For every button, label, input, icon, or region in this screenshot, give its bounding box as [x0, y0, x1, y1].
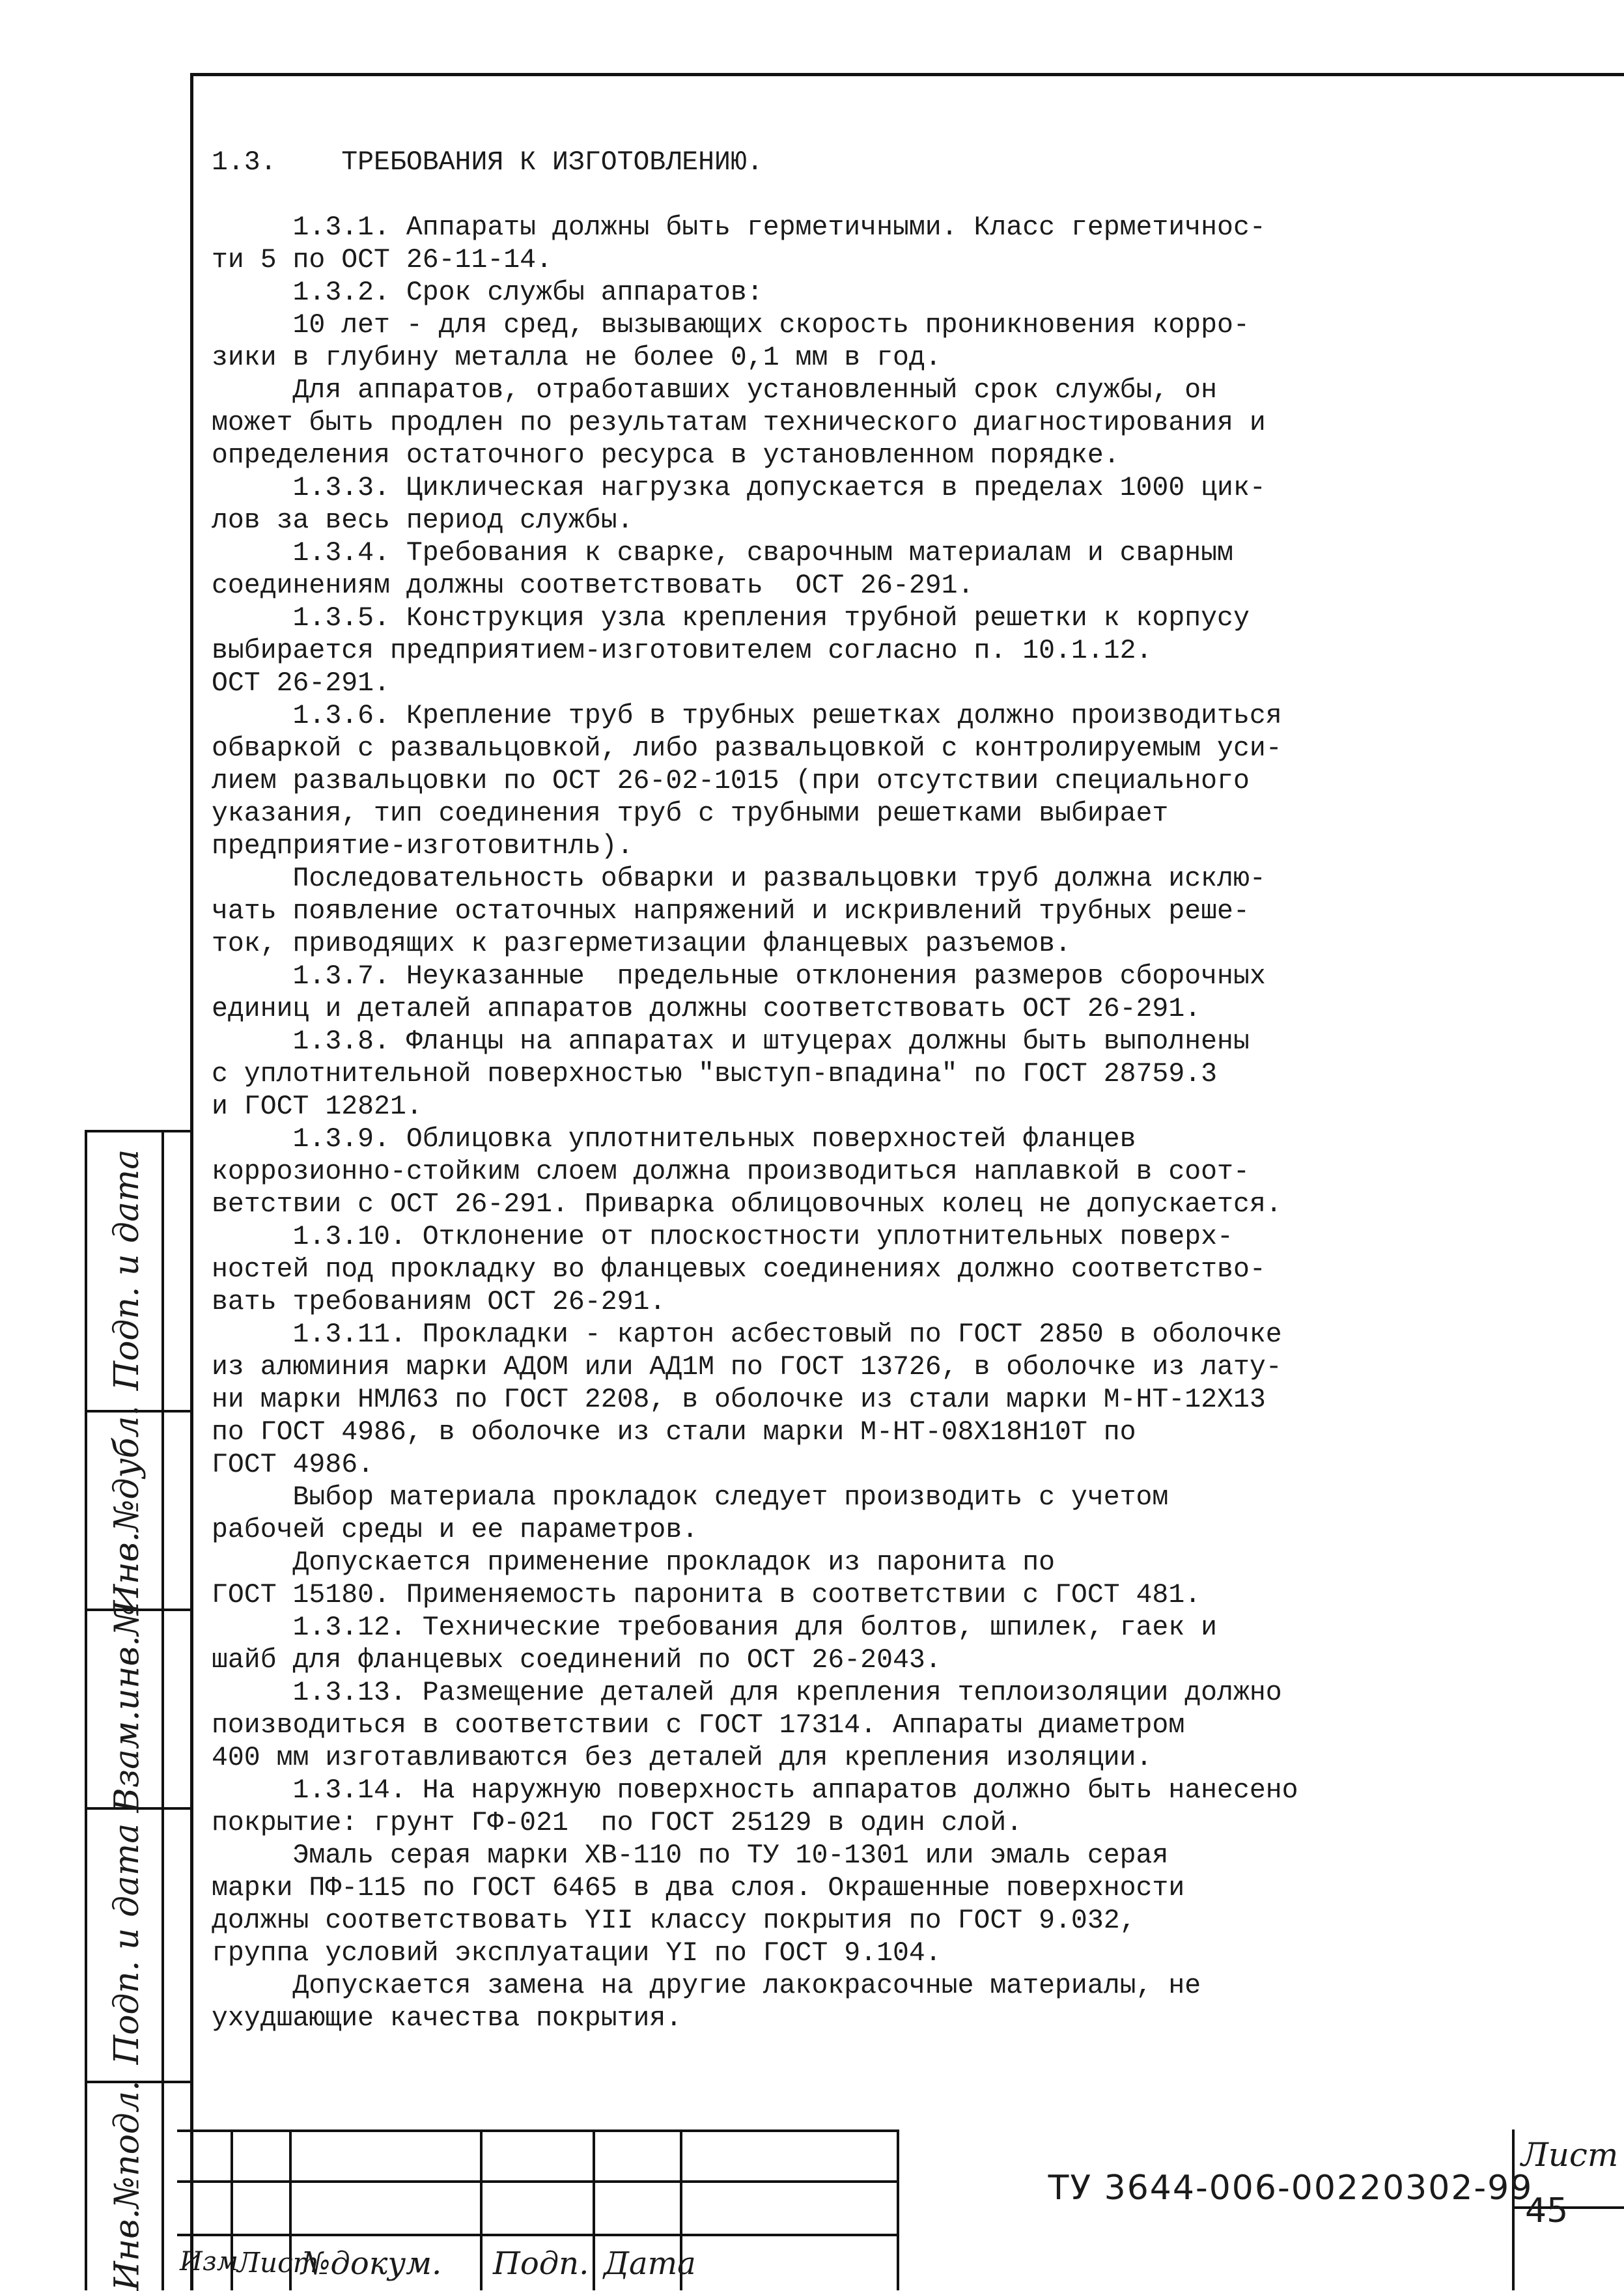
text-line: 1.3.2. Срок службы аппаратов:	[212, 277, 763, 308]
text-line: чать появление остаточных напряжений и искривлений трубных реше-	[212, 896, 1250, 927]
side-label-orig-inv: Инв.№подл.	[107, 2080, 147, 2291]
text-line: ни марки НМЛ63 по ГОСТ 2208, в оболочке из стали марки М-НТ-12Х13	[212, 1384, 1266, 1415]
text-line: ти 5 по ОСТ 26-11-14.	[212, 245, 552, 275]
text-line: должны соответствовать YII классу покрытия по ГОСТ 9.032,	[212, 1905, 1136, 1936]
text-line: ГОСТ 4986.	[212, 1450, 374, 1480]
text-line: 1.3.11. Прокладки - картон асбестовый по ГОСТ 2850 в оболочке	[212, 1319, 1282, 1350]
col-label-signature: Подп.	[493, 2245, 589, 2282]
text-line: 1.3.10. Отклонение от плоскостности уплотнительных поверх-	[212, 1222, 1233, 1252]
col-label-doc-no: №докум.	[301, 2245, 442, 2282]
text-line: из алюминия марки АДОМ или АД1М по ГОСТ 13726, в оболочке из лату-	[212, 1352, 1282, 1383]
text-line: зики в глубину металла не более 0,1 мм в год.	[212, 343, 942, 373]
text-line: по ГОСТ 4986, в оболочке из стали марки М-НТ-08Х18Н10Т по	[212, 1417, 1136, 1448]
text-line: 1.3.6. Крепление труб в трубных решетках должно производиться	[212, 701, 1282, 731]
side-stamp	[85, 1130, 193, 2290]
text-line: с уплотнительной поверхностью "выступ-впадина" по ГОСТ 28759.3	[212, 1059, 1218, 1089]
col-label-date: Дата	[604, 2245, 696, 2282]
title-block-divider	[593, 2129, 595, 2290]
text-line: Эмаль серая марки ХВ-110 по ТУ 10-1301 или эмаль серая	[212, 1840, 1169, 1871]
text-line: обваркой с развальцовкой, либо развальцовкой с контролируемым уси-	[212, 733, 1282, 764]
document-code: ТУ 3644-006-00220302-99	[1048, 2169, 1533, 2208]
text-line: 1.3.1. Аппараты должны быть герметичными. Класс герметичнос-	[212, 212, 1266, 243]
text-line: ток, приводящих к разгерметизации фланцевых разъемов.	[212, 929, 1071, 959]
paragraph-lines	[212, 212, 1612, 2035]
text-line: лием развальцовки по ОСТ 26-02-1015 (при отсутствии специального	[212, 766, 1250, 796]
sheet-label: Лист	[1521, 2136, 1619, 2174]
sheet-number: 45	[1525, 2191, 1569, 2230]
text-line: 10 лет - для сред, вызывающих скорость проникновения корро-	[212, 310, 1250, 341]
text-line: 1.3.4. Требования к сварке, сварочным материалам и сварным	[212, 538, 1233, 569]
text-line: марки ПФ-115 по ГОСТ 6465 в два слоя. Окрашенные поверхности	[212, 1873, 1185, 1904]
text-line: Выбор материала прокладок следует производить с учетом	[212, 1482, 1169, 1513]
side-label-sign-date-1: Подп. и дата	[107, 1149, 147, 1391]
text-line: рабочей среды и ее параметров.	[212, 1515, 699, 1545]
side-stamp-left-line	[85, 1130, 87, 2290]
title-block-rule	[177, 2234, 897, 2236]
text-line: определения остаточного ресурса в установленном порядке.	[212, 440, 1120, 471]
col-label-change: Изм	[180, 2247, 238, 2277]
text-line: 1.3.7. Неуказанные предельные отклонения размеров сборочных	[212, 961, 1266, 992]
text-line: покрытие: грунт ГФ-021 по ГОСТ 25129 в один слой.	[212, 1808, 1023, 1838]
text-line: Допускается применение прокладок из паронита по	[212, 1547, 1056, 1578]
text-line: Последовательность обварки и развальцовки труб должна исклю-	[212, 864, 1266, 894]
side-label-dup-inv: Инв.№дубл.	[107, 1405, 147, 1614]
side-label-sign-date-2: Подп. и дата	[107, 1823, 147, 2065]
text-line: группа условий эксплуатации YI по ГОСТ 9.104.	[212, 1938, 942, 1969]
text-line: 400 мм изготавливаются без деталей для крепления изоляции.	[212, 1743, 1153, 1773]
text-line: вать требованиям ОСТ 26-291.	[212, 1287, 666, 1317]
text-line: коррозионно-стойким слоем должна производиться наплавкой в соот-	[212, 1157, 1250, 1187]
title-block-rule	[177, 2129, 897, 2132]
side-label-replace-inv: Взам.инв.№	[107, 1603, 147, 1812]
document-body	[212, 147, 1612, 2035]
title-block-rule	[177, 2180, 897, 2183]
text-line: предприятие-изготовитнль).	[212, 831, 634, 862]
text-line: ГОСТ 15180. Применяемость паронита в соответствии с ГОСТ 481.	[212, 1580, 1201, 1610]
text-line: 1.3.8. Фланцы на аппаратах и штуцерах должны быть выполнены	[212, 1026, 1250, 1057]
text-line: ухудшающие качества покрытия.	[212, 2003, 682, 2034]
section-heading: 1.3. ТРЕБОВАНИЯ К ИЗГОТОВЛЕНИЮ.	[212, 147, 763, 178]
title-block-divider	[480, 2129, 483, 2290]
text-line: 1.3.12. Технические требования для болтов, шпилек, гаек и	[212, 1612, 1218, 1643]
text-line: поизводиться в соответствии с ГОСТ 17314. Аппараты диаметром	[212, 1710, 1185, 1741]
text-line: 1.3.9. Облицовка уплотнительных поверхностей фланцев	[212, 1124, 1136, 1155]
text-line: соединениям должны соответствовать ОСТ 26-291.	[212, 570, 974, 601]
text-line: выбирается предприятием-изготовителем согласно п. 10.1.12.	[212, 636, 1153, 666]
text-line: ОСТ 26-291.	[212, 668, 390, 699]
title-block	[177, 2129, 1624, 2290]
text-line: 1.3.13. Размещение деталей для крепления теплоизоляции должно	[212, 1678, 1282, 1708]
text-line: указания, тип соединения труб с трубными решетками выбирает	[212, 798, 1169, 829]
text-line: ностей под прокладку во фланцевых соединениях должно соответство-	[212, 1254, 1266, 1285]
frame-top-border	[190, 73, 1624, 76]
text-line: единиц и деталей аппаратов должны соответствовать ОСТ 26-291.	[212, 994, 1201, 1024]
col-label-sheet: Лист	[237, 2247, 319, 2279]
text-line: Допускается замена на другие лакокрасочные материалы, не	[212, 1971, 1201, 2001]
text-line: шайб для фланцевых соединений по ОСТ 26-2043.	[212, 1645, 942, 1676]
text-line: Для аппаратов, отработавших установленный срок службы, он	[212, 375, 1218, 406]
text-line: может быть продлен по результатам технического диагностирования и	[212, 408, 1266, 438]
text-line: 1.3.14. На наружную поверхность аппаратов должно быть нанесено	[212, 1775, 1298, 1806]
text-line: лов за весь период службы.	[212, 505, 634, 536]
text-line: 1.3.3. Циклическая нагрузка допускается в пределах 1000 цик-	[212, 473, 1266, 503]
text-line: ветствии с ОСТ 26-291. Приварка облицовочных колец не допускается.	[212, 1189, 1282, 1220]
text-line: 1.3.5. Конструкция узла крепления трубной решетки к корпусу	[212, 603, 1250, 634]
text-line: и ГОСТ 12821.	[212, 1091, 423, 1122]
